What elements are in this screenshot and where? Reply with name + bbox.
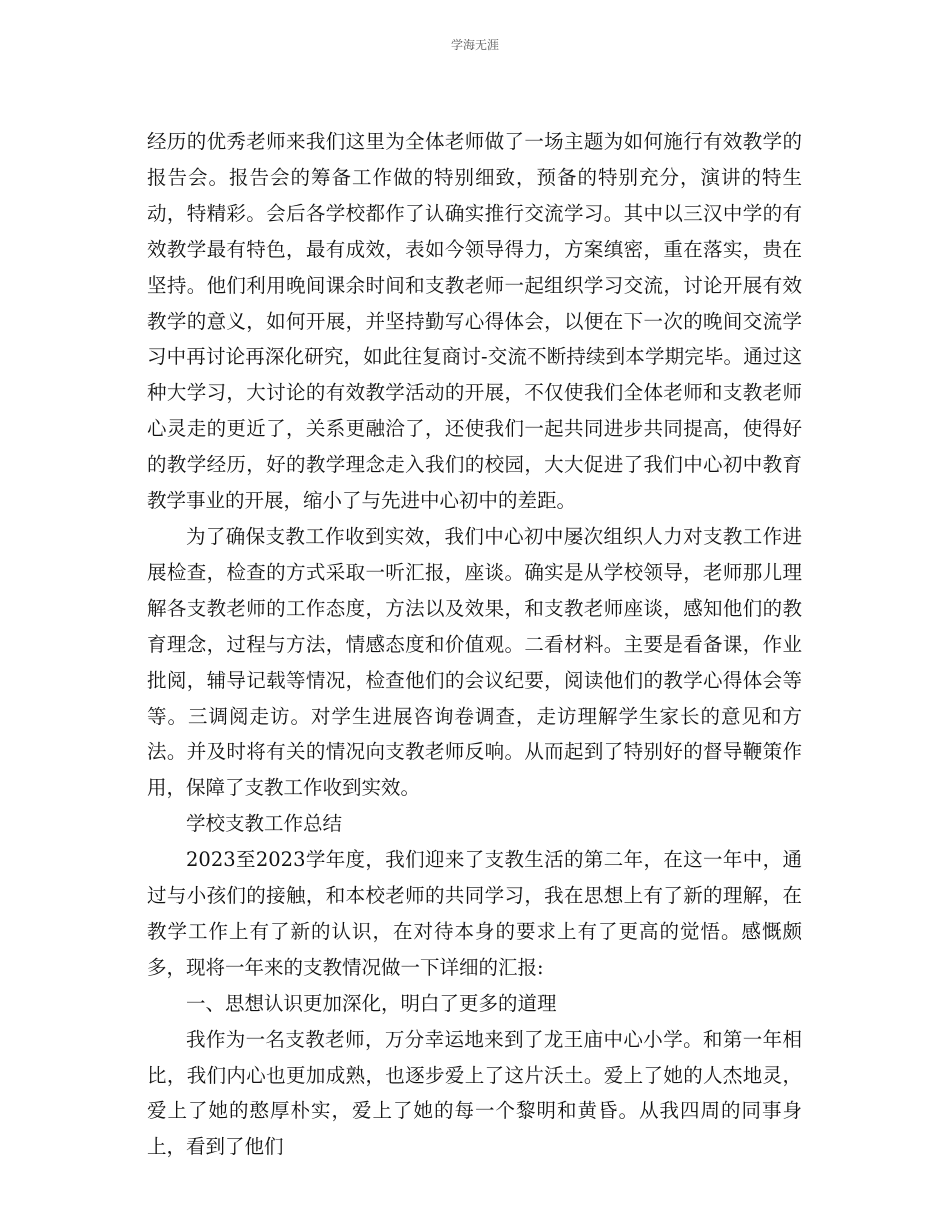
paragraph-experience: 我作为一名支教老师，万分幸运地来到了龙王庙中心小学。和第一年相比，我们内心也更加成熟，也逐步爱上了这片沃土。爱上了她的人杰地灵，爱上了她的憨厚朴实，爱上了她的每一个黎明和黄昏。从我四周的同事身上，看到了他们 xyxy=(147,1027,802,1159)
paragraph-continued-report: 经历的优秀老师来我们这里为全体老师做了一场主题为如何施行有效教学的报告会。报告会的筹备工作做的特别细致，预备的特别充分，演讲的特生动，特精彩。会后各学校都作了认确实推行交流学习。其中以三汉中学的有效教学最有特色，最有成效，表如今领导得力，方案缜密，重在落实，贵在坚持。他们利用晚间课余时间和支教老师一起组织学习交流，讨论开展有效教学的意义，如何开展，并坚持勤写心得体会，以便在下一次的晚间交流学习中再讨论再深化研究，如此往复商讨-交流不断持续到本学期完毕。通过这种大学习，大讨论的有效教学活动的开展，不仅使我们全体老师和支教老师心灵走的更近了，关系更融洽了，还使我们一起共同进步共同提高，使得好的教学经历，好的教学理念走入我们的校园，大大促进了我们中心初中教育教学事业的开展，缩小了与先进中心初中的差距。 xyxy=(147,130,802,513)
section-heading-one: 一、思想认识更加深化，明白了更多的道理 xyxy=(186,991,557,1015)
page-header: 学海无涯 xyxy=(450,38,499,52)
document-body xyxy=(147,124,802,1165)
paragraph-inspection: 为了确保支教工作收到实效，我们中心初中屡次组织人力对支教工作进展检查，检查的方式采取一听汇报，座谈。确实是从学校领导，老师那儿理解各支教老师的工作态度，方法以及效果，和支教老师座谈，感知他们的教育理念，过程与方法，情感态度和价值观。二看材料。主要是看备课，作业批阅，辅导记载等情况，检查他们的会议纪要，阅读他们的教学心得体会等等。三调阅走访。对学生进展咨询卷调查，走访理解学生家长的意见和方法。并及时将有关的情况向支教老师反响。从而起到了特别好的督导鞭策作用，保障了支教工作收到实效。 xyxy=(147,524,802,800)
section-title: 学校支教工作总结 xyxy=(186,812,343,836)
paragraph-intro: 2023至2023学年度，我们迎来了支教生活的第二年，在这一年中，通过与小孩们的接触，和本校老师的共同学习，我在思想上有了新的理解，在教学工作上有了新的认识，在对待本身的要求上有了更高的觉悟。感慨颇多，现将一年来的支教情况做一下详细的汇报: xyxy=(147,848,802,979)
